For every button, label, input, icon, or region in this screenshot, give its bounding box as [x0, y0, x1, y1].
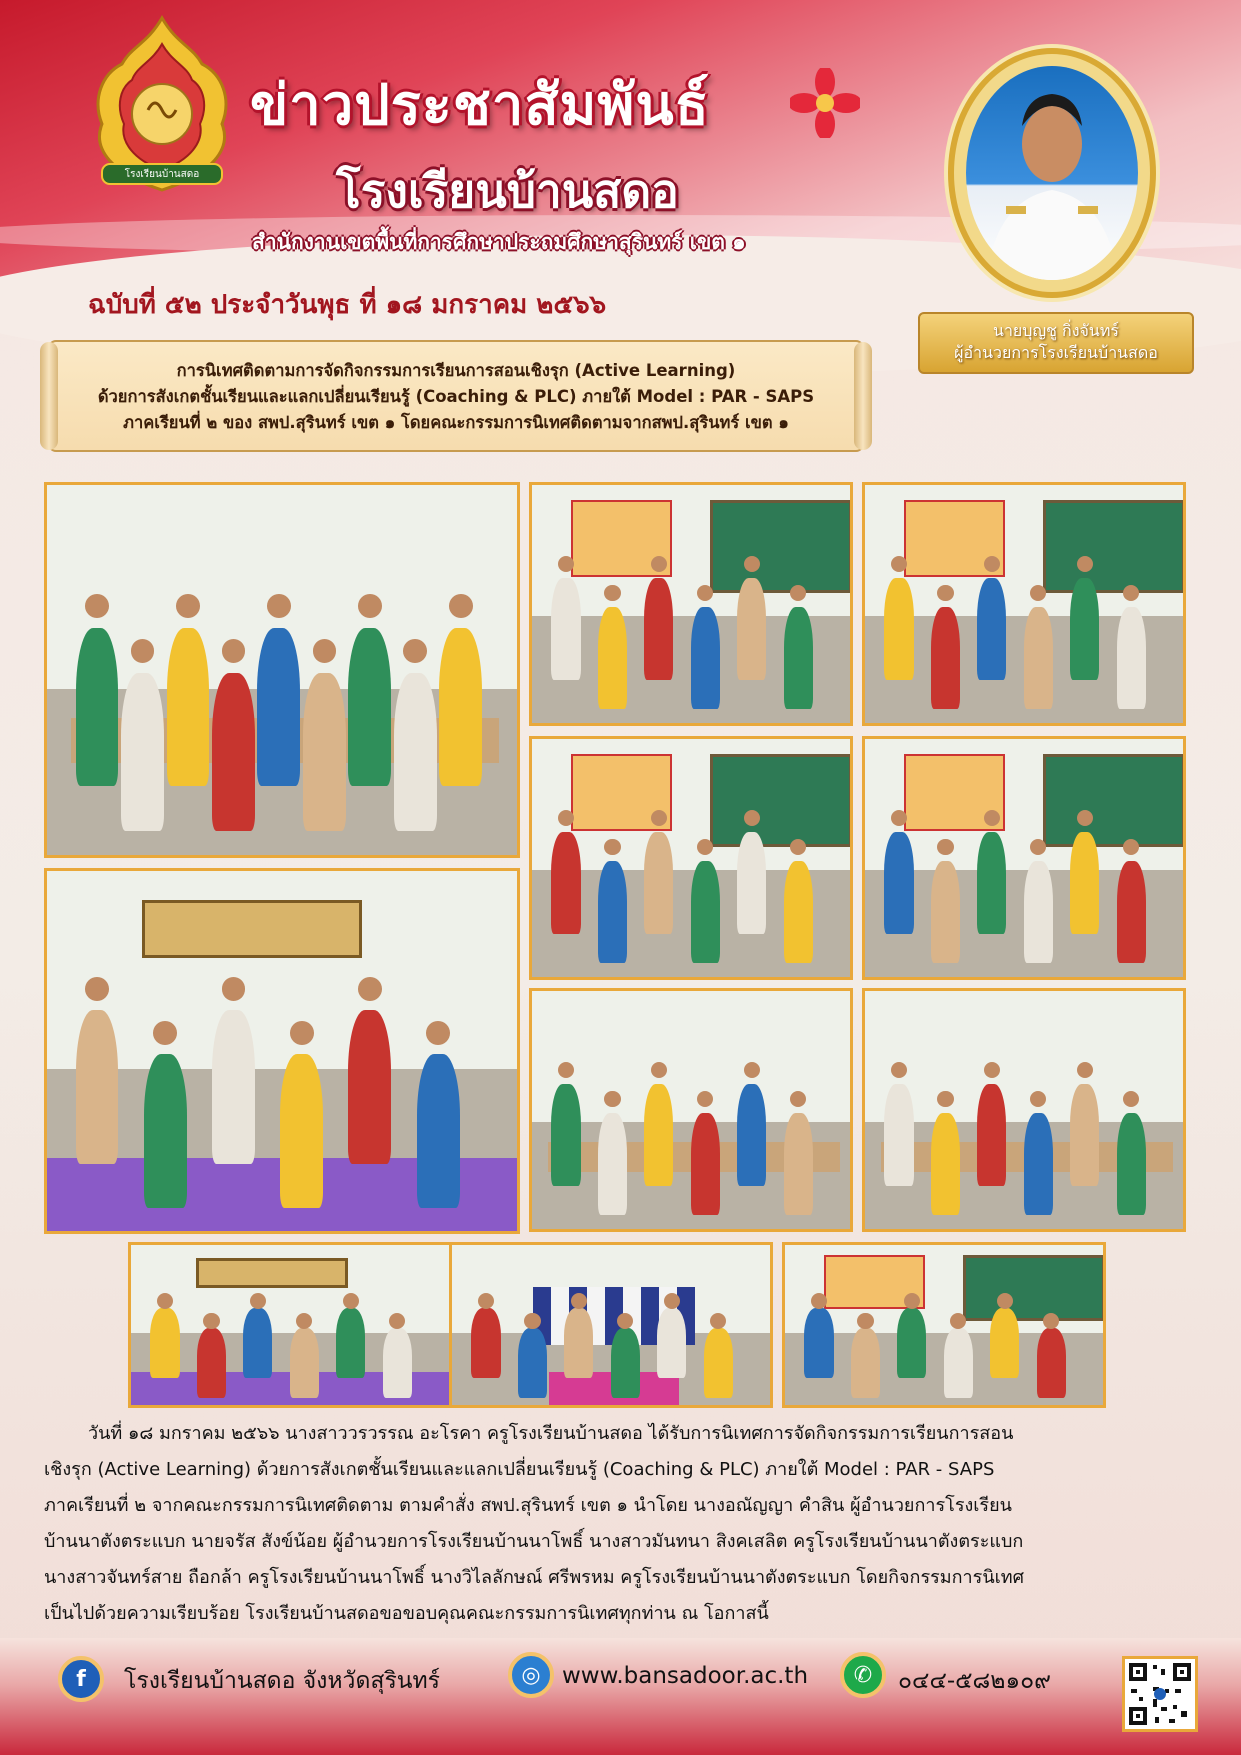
- newsletter-title: ข่าวประชาสัมพันธ์: [250, 72, 710, 138]
- globe-icon[interactable]: ◎: [508, 1652, 554, 1698]
- body-line-5: นางสาวจันทร์สาย ถือกล้า ครูโรงเรียนบ้านนาโพธิ์ นางวิไลลักษณ์ ศรีพรหม ครูโรงเรียนบ้านนาตังตระแบก โดยกิจกรรมการนิเทศ: [44, 1567, 1025, 1588]
- facebook-icon[interactable]: f: [58, 1656, 104, 1702]
- education-office: สำนักงานเขตพื้นที่การศึกษาประถมศึกษาสุรินทร์ เขต ๑: [252, 230, 746, 254]
- photo-students-at-board: [862, 482, 1186, 726]
- director-portrait-frame: [948, 48, 1156, 298]
- photo-classroom-wide: [44, 482, 520, 858]
- news-body: [44, 1416, 1200, 1632]
- photo-committee-meeting: [128, 1242, 452, 1408]
- school-name: โรงเรียนบ้านสดอ: [336, 164, 679, 218]
- photo-hall-ceremony: [449, 1242, 773, 1408]
- qr-code-icon[interactable]: [1122, 1656, 1198, 1732]
- photo-teacher-at-board-1: [529, 482, 853, 726]
- photo-students-working-1: [529, 988, 853, 1232]
- phone-icon[interactable]: ✆: [840, 1652, 886, 1698]
- banner-line-1: การนิเทศติดตามการจัดกิจกรรมการเรียนการสอนเชิงรุก (Active Learning): [176, 361, 736, 380]
- footer-phone[interactable]: ๐๔๔-๕๘๒๑๐๙: [898, 1668, 1051, 1694]
- body-line-3: ภาคเรียนที่ ๒ จากคณะกรรมการนิเทศติดตาม ตามคำสั่ง สพป.สุรินทร์ เขต ๑ นำโดย นางอณัญญา คำสิน ผู้อำนวยการโรงเรียน: [44, 1495, 1012, 1516]
- body-line-1: วันที่ ๑๘ มกราคม ๒๕๖๖ นางสาววรวรรณ อะโรคา ครูโรงเรียนบ้านสดอ ได้รับการนิเทศการจัดกิจกรรมการเรียนการสอน: [88, 1423, 1014, 1444]
- photo-students-working-2: [862, 988, 1186, 1232]
- body-line-2: เชิงรุก (Active Learning) ด้วยการสังเกตชั้นเรียนและแลกเปลี่ยนเรียนรู้ (Coaching & PLC) ภายใต้ Model : PAR - SAPS: [44, 1459, 995, 1480]
- banner-line-3: ภาคเรียนที่ ๒ ของ สพป.สุรินทร์ เขต ๑ โดยคณะกรรมการนิเทศติดตามจากสพป.สุรินทร์ เขต ๑: [123, 413, 789, 432]
- photo-students-presenting: [862, 736, 1186, 980]
- issue-line: ฉบับที่ ๕๒ ประจำวันพุธ ที่ ๑๘ มกราคม ๒๕๖๖: [88, 290, 607, 320]
- banner-line-2: ด้วยการสังเกตชั้นเรียนและแลกเปลี่ยนเรียนรู้ (Coaching & PLC) ภายใต้ Model : PAR - SAPS: [97, 387, 815, 406]
- scroll-curl-left: [40, 342, 58, 450]
- headline-banner: [48, 340, 864, 452]
- footer-website[interactable]: www.bansadoor.ac.th: [562, 1663, 809, 1689]
- body-line-4: บ้านนาตังตระแบก นายจรัส สังข์น้อย ผู้อำนวยการโรงเรียนบ้านนาโพธิ์ นางสาวมันทนา สิงคเสลิต ครูโรงเรียนบ้านนาตังตระแบก: [44, 1531, 1024, 1552]
- photo-committee-group: [44, 868, 520, 1234]
- scroll-curl-right: [854, 342, 872, 450]
- photo-students-group-photo: [782, 1242, 1106, 1408]
- director-caption: [918, 312, 1194, 374]
- emblem-label: โรงเรียนบ้านสดอ: [124, 169, 200, 180]
- body-line-6: เป็นไปด้วยความเรียบร้อย โรงเรียนบ้านสดอขอขอบคุณคณะกรรมการนิเทศทุกท่าน ณ โอกาสนี้: [44, 1603, 769, 1624]
- director-portrait: [966, 66, 1138, 280]
- director-position: ผู้อำนวยการโรงเรียนบ้านสดอ: [954, 343, 1158, 362]
- footer-facebook[interactable]: โรงเรียนบ้านสดอ จังหวัดสุรินทร์: [124, 1668, 441, 1694]
- flower-ornament-icon: [790, 68, 860, 138]
- photo-class-front-view: [529, 736, 853, 980]
- director-name: นายบุญชู กิ่งจันทร์: [993, 321, 1119, 340]
